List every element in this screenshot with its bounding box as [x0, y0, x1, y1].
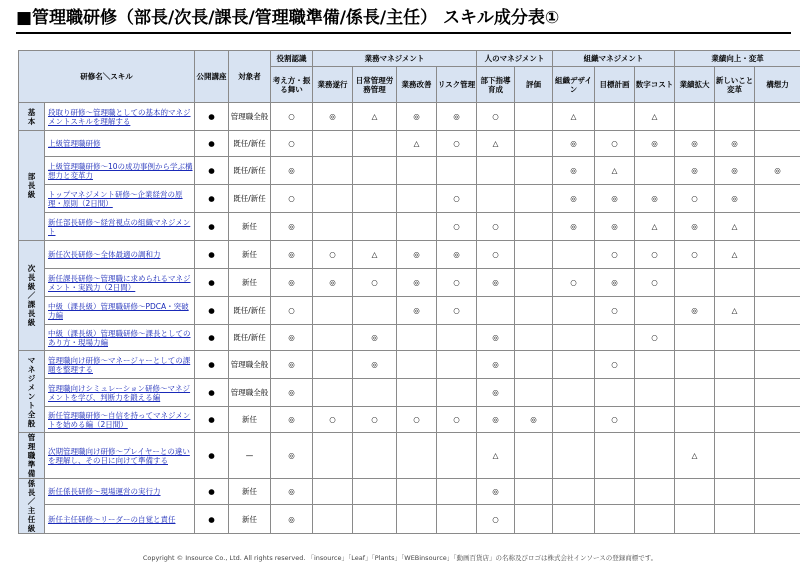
skill-mark: △ [715, 297, 755, 325]
skill-mark: ◎ [271, 269, 313, 297]
target-audience: 新任 [229, 213, 271, 241]
course-name-link[interactable]: 中級（課長級）管理職研修～課長としてのあり方・現場力編 [45, 325, 195, 351]
category-header: 役割認識 [271, 51, 313, 67]
public-header: 公開講座 [195, 51, 229, 103]
group-label [19, 351, 45, 433]
skill-mark [715, 379, 755, 407]
skill-mark [675, 479, 715, 505]
group-label-text: 管理職準備 [27, 433, 36, 478]
skill-mark [755, 297, 800, 325]
skill-mark [755, 379, 800, 407]
target-audience: 新任 [229, 479, 271, 505]
skill-mark [675, 269, 715, 297]
skill-mark: ◎ [595, 213, 635, 241]
target-audience: 管理職全般 [229, 351, 271, 379]
skill-mark [313, 157, 353, 185]
group-label [19, 241, 45, 351]
skill-mark: ○ [271, 297, 313, 325]
table-row [19, 433, 800, 479]
skill-subheader: 評価 [515, 67, 553, 103]
target-audience: — [229, 433, 271, 479]
skill-mark [635, 379, 675, 407]
target-audience: 管理職全般 [229, 103, 271, 131]
skill-mark: ◎ [353, 325, 397, 351]
skill-mark: ◎ [397, 297, 437, 325]
course-name-link[interactable]: 上級管理職研修～10の成功事例から学ぶ構想力と変革力 [45, 157, 195, 185]
skill-mark [755, 241, 800, 269]
skill-mark [553, 407, 595, 433]
skill-mark: ○ [595, 297, 635, 325]
skill-mark [313, 297, 353, 325]
target-audience: 新任 [229, 269, 271, 297]
skill-mark [755, 433, 800, 479]
skill-mark [397, 379, 437, 407]
skill-mark [437, 379, 477, 407]
course-name-link[interactable]: 新任管理職研修～自信を持ってマネジメントを始める編（2日間） [45, 407, 195, 433]
skill-mark [437, 157, 477, 185]
skill-mark [715, 407, 755, 433]
skill-mark [715, 479, 755, 505]
skill-mark: ○ [477, 505, 515, 534]
skill-mark [437, 325, 477, 351]
group-label-text: 基本 [27, 107, 36, 126]
skill-mark: ◎ [437, 241, 477, 269]
skill-mark [755, 407, 800, 433]
table-row [19, 185, 800, 213]
skill-mark: ◎ [675, 297, 715, 325]
course-name-link[interactable]: 管理職向け研修～マネージャーとしての課題を整理する [45, 351, 195, 379]
skill-mark [353, 157, 397, 185]
skill-mark: ◎ [271, 325, 313, 351]
skill-mark: ○ [271, 185, 313, 213]
table-row [19, 407, 800, 433]
skill-mark [553, 241, 595, 269]
skill-mark [515, 241, 553, 269]
skill-mark [755, 185, 800, 213]
table-row [19, 351, 800, 379]
skill-mark [313, 213, 353, 241]
group-label-text: 次長級／課長級 [27, 264, 36, 327]
skill-mark: ◎ [397, 269, 437, 297]
skill-mark [595, 103, 635, 131]
target-header: 対象者 [229, 51, 271, 103]
course-name-link[interactable]: 新任次長研修～全体最適の調和力 [45, 241, 195, 269]
skill-subheader: 数字コスト [635, 67, 675, 103]
skill-mark [515, 131, 553, 157]
skill-mark [635, 297, 675, 325]
skill-mark: ○ [675, 241, 715, 269]
skill-mark: ○ [553, 269, 595, 297]
skill-mark: ◎ [271, 379, 313, 407]
skill-mark: △ [715, 213, 755, 241]
skill-mark: ◎ [313, 103, 353, 131]
course-name-link[interactable]: 新任主任研修～リーダーの自覚と責任 [45, 505, 195, 534]
target-audience: 新任 [229, 505, 271, 534]
skill-mark [515, 157, 553, 185]
course-name-link[interactable]: 新任部長研修～経営視点の組織マネジメント [45, 213, 195, 241]
skill-mark [755, 479, 800, 505]
skill-mark [715, 505, 755, 534]
skill-mark [437, 479, 477, 505]
skill-mark: ○ [271, 103, 313, 131]
skill-subheader: 組織デザイン [553, 67, 595, 103]
skill-mark: ○ [477, 241, 515, 269]
skill-mark: ◎ [397, 103, 437, 131]
skill-mark: ○ [437, 185, 477, 213]
skill-mark [397, 505, 437, 534]
public-course-dot: ● [195, 407, 229, 433]
skill-mark: ◎ [271, 213, 313, 241]
public-course-dot: ● [195, 479, 229, 505]
skill-subheader: 考え方・振る舞い [271, 67, 313, 103]
group-label [19, 433, 45, 479]
public-course-dot: ● [195, 379, 229, 407]
group-label [19, 479, 45, 534]
skill-mark: ◎ [715, 131, 755, 157]
skill-mark [313, 505, 353, 534]
target-audience: 既任/新任 [229, 297, 271, 325]
skill-mark: ◎ [595, 269, 635, 297]
category-header: 人のマネジメント [477, 51, 553, 67]
skill-mark [755, 269, 800, 297]
skill-mark [553, 325, 595, 351]
skill-mark: △ [715, 241, 755, 269]
target-audience: 新任 [229, 407, 271, 433]
skill-mark: △ [553, 103, 595, 131]
skill-mark [515, 379, 553, 407]
skill-mark [553, 297, 595, 325]
skill-mark: ○ [635, 241, 675, 269]
table-row [19, 213, 800, 241]
table-row [19, 241, 800, 269]
skill-mark [715, 269, 755, 297]
skill-subheader: 新しいこと変革 [715, 67, 755, 103]
skill-mark: ○ [271, 131, 313, 157]
skill-mark [397, 325, 437, 351]
public-course-dot: ● [195, 433, 229, 479]
skill-mark [353, 297, 397, 325]
skill-mark: ◎ [271, 479, 313, 505]
public-course-dot: ● [195, 213, 229, 241]
public-course-dot: ● [195, 103, 229, 131]
skill-mark [675, 505, 715, 534]
course-name-link[interactable]: 段取り研修～管理職としての基本的マネジメントスキルを理解する [45, 103, 195, 131]
skill-mark [635, 407, 675, 433]
skill-mark [675, 325, 715, 351]
target-audience: 既任/新任 [229, 131, 271, 157]
skill-mark: ○ [313, 407, 353, 433]
public-course-dot: ● [195, 157, 229, 185]
skill-mark: ◎ [353, 351, 397, 379]
skill-mark [755, 131, 800, 157]
skill-mark [553, 433, 595, 479]
skill-mark [515, 103, 553, 131]
course-name-link[interactable]: 次期管理職向け研修～プレイヤーとの違いを理解し、その日に向けて準備する [45, 433, 195, 479]
skill-mark [477, 157, 515, 185]
table-row [19, 505, 800, 534]
target-audience: 管理職全般 [229, 379, 271, 407]
skill-mark [353, 433, 397, 479]
skill-mark: ◎ [553, 185, 595, 213]
skill-table [18, 50, 800, 534]
skill-mark [595, 433, 635, 479]
skill-mark: ○ [477, 103, 515, 131]
skill-mark [437, 433, 477, 479]
skill-mark [397, 433, 437, 479]
skill-mark: ◎ [477, 479, 515, 505]
skill-mark: ○ [437, 131, 477, 157]
skill-mark [397, 185, 437, 213]
skill-mark: △ [675, 433, 715, 479]
skill-mark [715, 433, 755, 479]
skill-mark: △ [477, 433, 515, 479]
target-audience: 新任 [229, 241, 271, 269]
skill-mark [477, 185, 515, 213]
skill-mark [715, 103, 755, 131]
course-name-link[interactable]: 上級管理職研修 [45, 131, 195, 157]
skill-mark [515, 351, 553, 379]
target-audience: 既任/新任 [229, 325, 271, 351]
skill-mark [515, 433, 553, 479]
table-row [19, 269, 800, 297]
table-row [19, 379, 800, 407]
category-header: 業績向上・変革 [675, 51, 800, 67]
category-header: 業務マネジメント [313, 51, 477, 67]
skill-mark: △ [635, 213, 675, 241]
public-course-dot: ● [195, 297, 229, 325]
skill-mark: ○ [635, 325, 675, 351]
skill-mark: ◎ [635, 185, 675, 213]
skill-subheader: 日常管理労務管理 [353, 67, 397, 103]
public-course-dot: ● [195, 505, 229, 534]
skill-mark [595, 379, 635, 407]
skill-mark [397, 479, 437, 505]
skill-mark: ○ [635, 269, 675, 297]
skill-mark: ◎ [271, 241, 313, 269]
skill-mark [397, 157, 437, 185]
skill-mark [553, 351, 595, 379]
skill-mark [353, 213, 397, 241]
skill-subheader: リスク管理 [437, 67, 477, 103]
skill-mark: ◎ [715, 185, 755, 213]
skill-mark: ◎ [675, 157, 715, 185]
skill-mark: ◎ [515, 407, 553, 433]
skill-mark [715, 325, 755, 351]
skill-mark [515, 213, 553, 241]
skill-mark: ◎ [477, 269, 515, 297]
skill-mark: ◎ [553, 131, 595, 157]
copyright-footer: Copyright © Insource Co., Ltd. All rights reserved. 「insource」「Leaf」「Plants」「WEBinsource」「動画百貨店」の名称及びロゴは株式会社インソースの登録商標です。 [142, 554, 658, 562]
skill-mark [313, 433, 353, 479]
skill-mark: △ [353, 241, 397, 269]
public-course-dot: ● [195, 269, 229, 297]
skill-mark [755, 325, 800, 351]
skill-mark: △ [477, 131, 515, 157]
skill-mark [635, 157, 675, 185]
skill-mark [437, 351, 477, 379]
skill-mark [515, 479, 553, 505]
skill-mark: ○ [313, 241, 353, 269]
course-name-link[interactable]: 新任課長研修～管理職に求められるマネジメント・実践力（2日間） [45, 269, 195, 297]
skill-mark [313, 185, 353, 213]
skill-subheader: 部下指導育成 [477, 67, 515, 103]
category-header: 組織マネジメント [553, 51, 675, 67]
skill-mark [353, 479, 397, 505]
skill-subheader: 業績拡大 [675, 67, 715, 103]
skill-mark: ◎ [271, 351, 313, 379]
skill-mark [313, 325, 353, 351]
skill-mark: ◎ [477, 407, 515, 433]
skill-mark [313, 131, 353, 157]
skill-mark: △ [397, 131, 437, 157]
skill-mark: ◎ [437, 103, 477, 131]
group-label [19, 103, 45, 131]
skill-mark [515, 505, 553, 534]
skill-name-header: 研修名＼スキル [19, 51, 195, 103]
skill-mark: ◎ [595, 185, 635, 213]
skill-mark: ○ [397, 407, 437, 433]
skill-subheader: 目標計画 [595, 67, 635, 103]
page-title: ■管理職研修（部長/次長/課長/管理職準備/係長/主任） スキル成分表① [16, 6, 791, 34]
skill-mark [675, 103, 715, 131]
table-row [19, 325, 800, 351]
skill-mark: ◎ [553, 213, 595, 241]
skill-mark: ○ [437, 407, 477, 433]
skill-mark [353, 379, 397, 407]
skill-mark: ○ [437, 297, 477, 325]
skill-mark: ○ [675, 185, 715, 213]
skill-mark: ○ [353, 269, 397, 297]
skill-mark [313, 379, 353, 407]
skill-subheader: 業務改善 [397, 67, 437, 103]
group-label [19, 131, 45, 241]
skill-mark: ◎ [715, 157, 755, 185]
skill-mark: ◎ [755, 157, 800, 185]
target-audience: 既任/新任 [229, 185, 271, 213]
skill-mark [353, 185, 397, 213]
group-label-text: 係長／主任級 [27, 479, 36, 533]
skill-mark: ◎ [635, 131, 675, 157]
skill-mark [675, 379, 715, 407]
skill-mark: ○ [595, 131, 635, 157]
skill-mark: ○ [437, 269, 477, 297]
skill-mark: ○ [353, 407, 397, 433]
skill-mark [515, 185, 553, 213]
skill-subheader: 構想力 [755, 67, 800, 103]
skill-mark: ○ [437, 213, 477, 241]
skill-mark [755, 103, 800, 131]
skill-mark: ◎ [675, 131, 715, 157]
skill-mark [313, 479, 353, 505]
skill-mark [635, 351, 675, 379]
skill-mark [755, 213, 800, 241]
skill-mark [515, 325, 553, 351]
skill-mark: ◎ [271, 157, 313, 185]
target-audience: 既任/新任 [229, 157, 271, 185]
skill-mark [675, 407, 715, 433]
public-course-dot: ● [195, 185, 229, 213]
skill-mark: ◎ [477, 351, 515, 379]
skill-mark: ◎ [675, 213, 715, 241]
public-course-dot: ● [195, 325, 229, 351]
skill-mark: ○ [477, 213, 515, 241]
skill-mark [553, 379, 595, 407]
skill-mark [595, 505, 635, 534]
group-label-text: 部長級 [27, 172, 36, 199]
public-course-dot: ● [195, 241, 229, 269]
table-row [19, 479, 800, 505]
skill-mark [635, 479, 675, 505]
skill-mark: ○ [595, 407, 635, 433]
skill-mark [755, 351, 800, 379]
skill-mark [313, 351, 353, 379]
skill-mark [397, 351, 437, 379]
skill-mark: ◎ [553, 157, 595, 185]
course-name-link[interactable]: 管理職向けシミュレーション研修～マネジメントを学び、判断力を鍛える編 [45, 379, 195, 407]
skill-mark [675, 351, 715, 379]
skill-mark [755, 505, 800, 534]
skill-mark: ◎ [397, 241, 437, 269]
skill-mark: ○ [595, 351, 635, 379]
course-name-link[interactable]: トップマネジメント研修～企業経営の原理・原則（2日間） [45, 185, 195, 213]
course-name-link[interactable]: 中級（課長級）管理職研修～PDCA・突破力編 [45, 297, 195, 325]
skill-mark [553, 479, 595, 505]
skill-mark [595, 325, 635, 351]
public-course-dot: ● [195, 131, 229, 157]
skill-mark: ◎ [271, 407, 313, 433]
table-row [19, 103, 800, 131]
skill-mark [715, 351, 755, 379]
course-name-link[interactable]: 新任係長研修～現場運営の実行力 [45, 479, 195, 505]
public-course-dot: ● [195, 351, 229, 379]
skill-mark [635, 505, 675, 534]
skill-mark [437, 505, 477, 534]
table-row [19, 297, 800, 325]
skill-mark [635, 433, 675, 479]
skill-mark: ◎ [313, 269, 353, 297]
skill-mark [553, 505, 595, 534]
skill-mark [397, 213, 437, 241]
skill-mark: ◎ [477, 325, 515, 351]
skill-mark: ◎ [477, 379, 515, 407]
skill-mark: △ [353, 103, 397, 131]
table-row [19, 157, 800, 185]
skill-mark: △ [595, 157, 635, 185]
skill-mark: ◎ [271, 505, 313, 534]
table-row [19, 131, 800, 157]
skill-mark [353, 505, 397, 534]
skill-mark [515, 297, 553, 325]
skill-mark: △ [635, 103, 675, 131]
skill-mark [595, 479, 635, 505]
skill-mark [477, 297, 515, 325]
skill-mark [353, 131, 397, 157]
skill-mark: ◎ [271, 433, 313, 479]
skill-mark: ○ [595, 241, 635, 269]
group-label-text: マネジメント全般 [27, 355, 36, 428]
skill-mark [515, 269, 553, 297]
skill-subheader: 業務遂行 [313, 67, 353, 103]
